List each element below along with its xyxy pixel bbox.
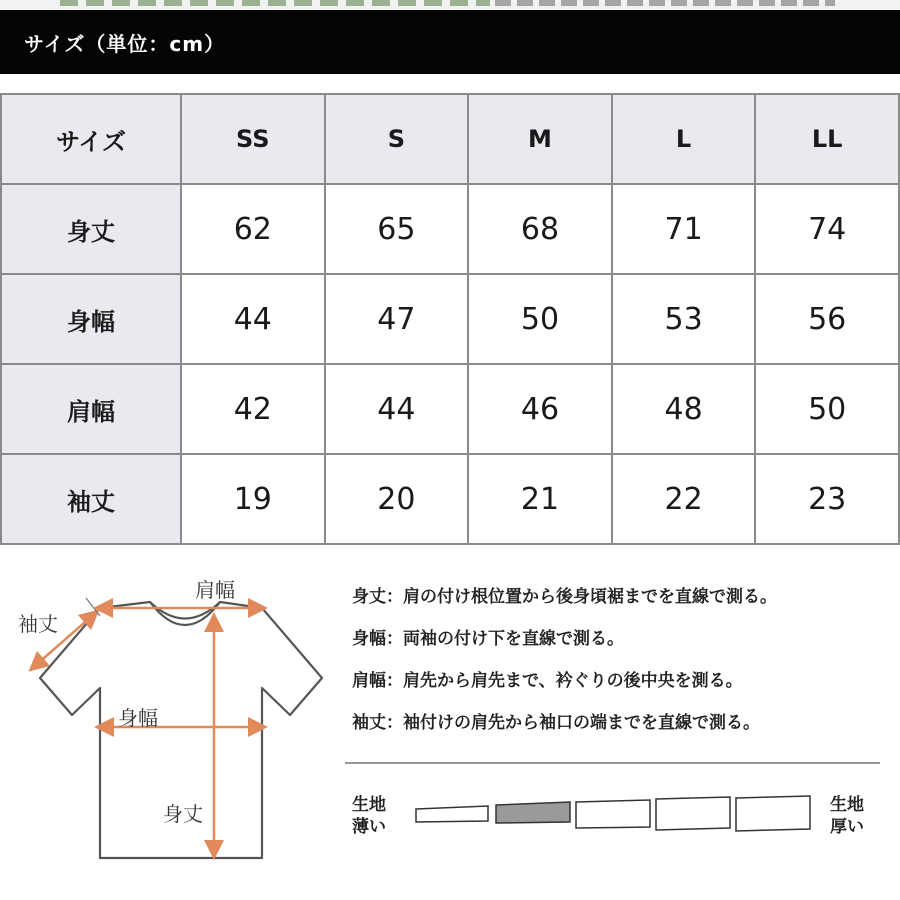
- diagram-label-sleeve: 袖丈: [18, 612, 58, 636]
- table-cell: 42: [181, 364, 325, 454]
- table-cell: 62: [181, 184, 325, 274]
- thickness-segment-1: [416, 806, 488, 822]
- table-cell: 50: [755, 364, 899, 454]
- table-cell: 23: [755, 454, 899, 544]
- table-header-row: [1, 94, 899, 184]
- diagram-label-length: 身丈: [163, 802, 203, 826]
- table-row: [1, 364, 899, 454]
- description-sleeve-length: 袖丈：袖付けの肩先から袖口の端までを直線で測る。: [352, 713, 760, 733]
- table-cell: 44: [325, 364, 469, 454]
- table-cell: 56: [755, 274, 899, 364]
- row-label-sleeve-length: 袖丈: [1, 454, 181, 544]
- table-cell: 20: [325, 454, 469, 544]
- banner-grey-text-fragment: [495, 0, 835, 6]
- fabric-thickness-scale: [412, 795, 820, 835]
- table-cell: 50: [468, 274, 612, 364]
- column-header-ss: SS: [181, 94, 325, 184]
- table-row: [1, 184, 899, 274]
- column-header-s: S: [325, 94, 469, 184]
- divider-line: [345, 762, 880, 764]
- description-shoulder-width: 肩幅：肩先から肩先まで、衿ぐりの後中央を測る。: [352, 671, 743, 691]
- column-header-ll: LL: [755, 94, 899, 184]
- diagram-label-width: 身幅: [118, 706, 158, 730]
- description-body-width: 身幅：両袖の付け下を直線で測る。: [352, 629, 624, 649]
- fabric-thin-label: 生地 薄い: [352, 795, 386, 837]
- section-title: サイズ（単位：cm）: [24, 31, 226, 56]
- table-cell: 71: [612, 184, 756, 274]
- table-cell: 53: [612, 274, 756, 364]
- table-row: [1, 274, 899, 364]
- row-label-body-width: 身幅: [1, 274, 181, 364]
- top-banner-strip: [0, 0, 900, 10]
- column-header-l: L: [612, 94, 756, 184]
- fabric-thick-label: 生地 厚い: [830, 795, 864, 837]
- table-cell: 22: [612, 454, 756, 544]
- size-table: [0, 93, 900, 545]
- table-cell: 19: [181, 454, 325, 544]
- thickness-segment-3: [576, 800, 650, 828]
- row-label-length: 身丈: [1, 184, 181, 274]
- table-row: [1, 454, 899, 544]
- table-cell: 47: [325, 274, 469, 364]
- table-cell: 68: [468, 184, 612, 274]
- description-length: 身丈：肩の付け根位置から後身頃裾までを直線で測る。: [352, 587, 777, 607]
- column-header-size: サイズ: [1, 94, 181, 184]
- table-cell: 21: [468, 454, 612, 544]
- tshirt-diagram: [0, 560, 340, 880]
- table-cell: 44: [181, 274, 325, 364]
- thickness-segment-5: [736, 796, 810, 831]
- table-cell: 48: [612, 364, 756, 454]
- diagram-label-shoulder: 肩幅: [195, 578, 235, 602]
- row-label-shoulder-width: 肩幅: [1, 364, 181, 454]
- section-header: [0, 10, 900, 74]
- table-cell: 65: [325, 184, 469, 274]
- column-header-m: M: [468, 94, 612, 184]
- table-cell: 46: [468, 364, 612, 454]
- thickness-segment-2: [496, 802, 570, 823]
- banner-green-text-fragment: [60, 0, 490, 6]
- table-cell: 74: [755, 184, 899, 274]
- thickness-segment-4: [656, 797, 730, 830]
